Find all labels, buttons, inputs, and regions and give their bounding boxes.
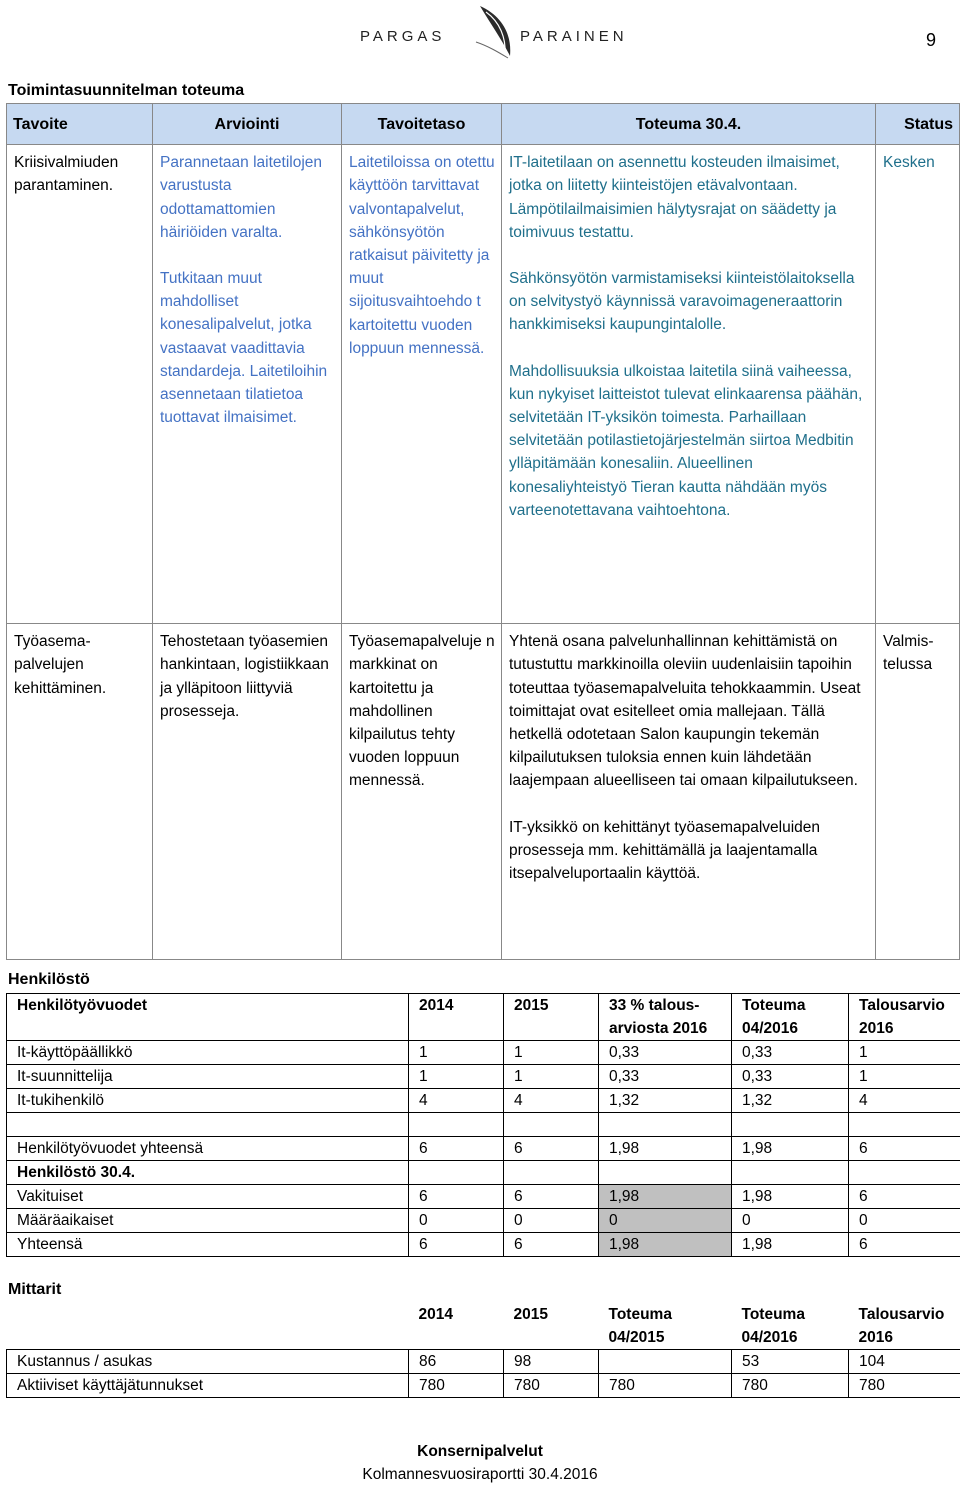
table-cell: 6 <box>409 1233 504 1257</box>
table-row <box>7 1161 960 1185</box>
table-cell: 6 <box>849 1185 960 1209</box>
col-header-toteuma: Toteuma 30.4. <box>502 104 876 145</box>
table-cell <box>7 1113 409 1137</box>
henkilosto-title: Henkilöstö <box>8 971 90 988</box>
plan-row <box>7 145 960 624</box>
table-row <box>7 1233 960 1257</box>
toteuma-paragraph: IT-laitetilaan on asennettu kosteuden ilmaisimet, jotka on liitetty kiinteistöjen etävalvontaan. Lämpötilailmaisimien hälytysrajat on säädetty ja toimivuus testattu. <box>509 154 840 241</box>
table-cell: 780 <box>599 1374 732 1398</box>
table-cell: 4 <box>504 1089 599 1113</box>
table-cell: 780 <box>849 1374 960 1398</box>
toteuma-paragraph: Yhtenä osana palvelunhallinnan kehittämistä on tutustuttu markkinoilla oleviin uudenlaisiin tapoihin toteuttaa työasemapalveluita tehokkaammin. Useat toimittajat ovat esitelleet omia mallejaan. Tällä hetkellä odotetaan Salon kaupungin tekemän kilpailutuksen tuloksia ennen kuin lähdetään laajempaan alueelliseen tai omaan kilpailutukseen. <box>509 633 861 790</box>
table-cell <box>409 1161 504 1185</box>
table-cell <box>732 1113 849 1137</box>
plan-row <box>7 624 960 960</box>
header-cell: Toteuma 04/2015 <box>608 1306 672 1346</box>
table-row <box>7 1350 960 1374</box>
mittarit-title: Mittarit <box>8 1281 62 1298</box>
table-cell <box>599 1350 732 1374</box>
mittarit-table <box>6 1303 960 1398</box>
table-cell: 4 <box>409 1089 504 1113</box>
footer-org: Konsernipalvelut <box>417 1443 543 1460</box>
table-cell: 6 <box>504 1185 599 1209</box>
table-cell: Henkilötyövuodet yhteensä <box>7 1137 409 1161</box>
table-cell: 780 <box>409 1374 504 1398</box>
col-header-tavoite: Tavoite <box>7 104 153 145</box>
col-header-tavoitetaso: Tavoitetaso <box>342 104 502 145</box>
table-cell: 0,33 <box>599 1041 732 1065</box>
table-cell: 6 <box>504 1233 599 1257</box>
table-cell: 6 <box>409 1185 504 1209</box>
table-row <box>7 1374 960 1398</box>
table-cell: 1,98 <box>599 1233 732 1257</box>
table-cell: 0 <box>599 1209 732 1233</box>
table-cell: 1,32 <box>599 1089 732 1113</box>
table-cell: 86 <box>409 1350 504 1374</box>
table-cell: 6 <box>849 1137 960 1161</box>
table-cell: 0,33 <box>732 1041 849 1065</box>
footer-report: Kolmannesvuosiraportti 30.4.2016 <box>362 1466 598 1483</box>
cell-arviointi <box>153 624 342 960</box>
col-header-status: Status <box>876 104 960 145</box>
col-header-arviointi: Arviointi <box>153 104 342 145</box>
table-cell <box>849 1161 960 1185</box>
pargas-parainen-logo <box>360 8 628 60</box>
header-cell: 2014 <box>418 1306 453 1323</box>
table-cell <box>409 1113 504 1137</box>
table-cell: Henkilöstö 30.4. <box>7 1161 409 1185</box>
table-cell: 1 <box>504 1065 599 1089</box>
header-cell: 33 % talous-arviosta 2016 <box>599 994 732 1041</box>
table-cell: 1 <box>849 1065 960 1089</box>
cell-tavoitetaso: Työasemapalveluje n markkinat on kartoitettu ja mahdollinen kilpailutus tehty vuoden loppuun mennessä. <box>342 624 502 960</box>
logo-text-left: PARGAS <box>360 28 446 45</box>
table-cell: 1,98 <box>732 1233 849 1257</box>
table-cell: 780 <box>504 1374 599 1398</box>
table-cell: 4 <box>849 1089 960 1113</box>
table-cell: Kustannus / asukas <box>7 1350 409 1374</box>
page-heading: Toimintasuunnitelman toteuma <box>8 82 245 99</box>
header-cell: Talousarvio 2016 <box>858 1306 945 1346</box>
table-header-row <box>7 1303 960 1350</box>
table-row <box>7 1113 960 1137</box>
table-cell: 0,33 <box>599 1065 732 1089</box>
table-cell: It-suunnittelija <box>7 1065 409 1089</box>
table-row <box>7 1065 960 1089</box>
table-cell: 780 <box>732 1374 849 1398</box>
sail-icon <box>472 2 518 60</box>
table-row <box>7 1209 960 1233</box>
table-cell <box>504 1161 599 1185</box>
page-number: 9 <box>926 30 937 50</box>
cell-arviointi <box>153 145 342 624</box>
table-cell <box>599 1113 732 1137</box>
action-plan-table <box>6 103 960 960</box>
table-cell: 98 <box>504 1350 599 1374</box>
table-cell: 6 <box>849 1233 960 1257</box>
header-cell: Toteuma 04/2016 <box>741 1306 805 1346</box>
cell-toteuma <box>502 145 876 624</box>
table-cell: Aktiiviset käyttäjätunnukset <box>7 1374 409 1398</box>
table-row <box>7 1185 960 1209</box>
table-cell: 1,32 <box>732 1089 849 1113</box>
table-header-row <box>7 994 960 1041</box>
cell-tavoitetaso: Laitetiloissa on otettu käyttöön tarvittavat valvontapalvelut, sähkönsyötön ratkaisut päivitetty ja muut sijoitusvaihtoehdo t kartoitettu vuoden loppuun mennessä. <box>342 145 502 624</box>
henkilosto-table <box>6 993 960 1257</box>
table-cell: 1,98 <box>732 1137 849 1161</box>
arviointi-paragraph: Tehostetaan työasemien hankintaan, logistiikkaan ja ylläpitoon liittyviä prosesseja. <box>160 633 329 720</box>
cell-status: Kesken <box>876 145 960 624</box>
table-cell: 0,33 <box>732 1065 849 1089</box>
table-cell: 0 <box>732 1209 849 1233</box>
table-row <box>7 1137 960 1161</box>
table-cell <box>849 1113 960 1137</box>
table-cell: 53 <box>732 1350 849 1374</box>
header-cell: 2015 <box>513 1306 548 1323</box>
header-cell <box>7 1303 409 1350</box>
table-cell <box>504 1113 599 1137</box>
table-cell: 6 <box>504 1137 599 1161</box>
table-cell <box>732 1161 849 1185</box>
header-cell: 2015 <box>504 994 599 1041</box>
table-cell: It-tukihenkilö <box>7 1089 409 1113</box>
table-cell: 1 <box>409 1065 504 1089</box>
arviointi-paragraph: Tutkitaan muut mahdolliset konesalipalvelut, jotka vastaavat vaadittavia standardeja. Laitetiloihin asennetaan tilatietoa tuottavat ilmaisimet. <box>160 270 328 427</box>
table-cell: 6 <box>409 1137 504 1161</box>
cell-tavoite: Kriisivalmiuden parantaminen. <box>7 145 153 624</box>
table-cell <box>599 1161 732 1185</box>
cell-status: Valmis-telussa <box>876 624 960 960</box>
table-cell: 1,98 <box>599 1137 732 1161</box>
table-cell: It-käyttöpäällikkö <box>7 1041 409 1065</box>
cell-toteuma <box>502 624 876 960</box>
cell-tavoite: Työasema-palvelujen kehittäminen. <box>7 624 153 960</box>
table-cell: 0 <box>849 1209 960 1233</box>
toteuma-paragraph: IT-yksikkö on kehittänyt työasemapalveluiden prosesseja mm. kehittämällä ja laajentamalla itsepalveluportaalin käyttöä. <box>509 818 821 883</box>
toteuma-paragraph: Sähkönsyötön varmistamiseksi kiinteistölaitoksella on selvitystyö käynnissä varavoimageneraattorin hankkimiseksi kaupungintalolle. <box>509 270 855 334</box>
table-cell: Määräaikaiset <box>7 1209 409 1233</box>
header-cell: 2014 <box>409 994 504 1041</box>
toteuma-paragraph: Mahdollisuuksia ulkoistaa laitetila siinä vaiheessa, kun nykyiset laitteistot tulevat elinkaarensa päähän, selvitetään IT-yksikön toimesta. Parhaillaan selvitetään potilastietojärjestelmän siirtoa Medbitin ylläpitämään konesaliin. Alueellinen konesaliyhteistyö Tieran kautta nähdään myös varteenotettavana vaihtoehtona. <box>509 362 863 519</box>
table-cell: 0 <box>409 1209 504 1233</box>
arviointi-paragraph: Parannetaan laitetilojen varustusta odottamattomien häiriöiden varalta. <box>160 154 323 241</box>
table-cell: 104 <box>849 1350 960 1374</box>
table-cell: Vakituiset <box>7 1185 409 1209</box>
table-cell: 1 <box>849 1041 960 1065</box>
table-cell: 1 <box>504 1041 599 1065</box>
header-cell: Toteuma 04/2016 <box>732 994 849 1041</box>
header-cell: Henkilötyövuodet <box>7 994 409 1041</box>
table-cell: 0 <box>504 1209 599 1233</box>
table-row <box>7 1041 960 1065</box>
header-cell: Talousarvio 2016 <box>849 994 960 1041</box>
plan-header-row <box>7 104 960 145</box>
table-cell: 1,98 <box>599 1185 732 1209</box>
table-row <box>7 1089 960 1113</box>
table-cell: 1 <box>409 1041 504 1065</box>
table-cell: Yhteensä <box>7 1233 409 1257</box>
table-cell: 1,98 <box>732 1185 849 1209</box>
logo-text-right: PARAINEN <box>520 28 628 45</box>
